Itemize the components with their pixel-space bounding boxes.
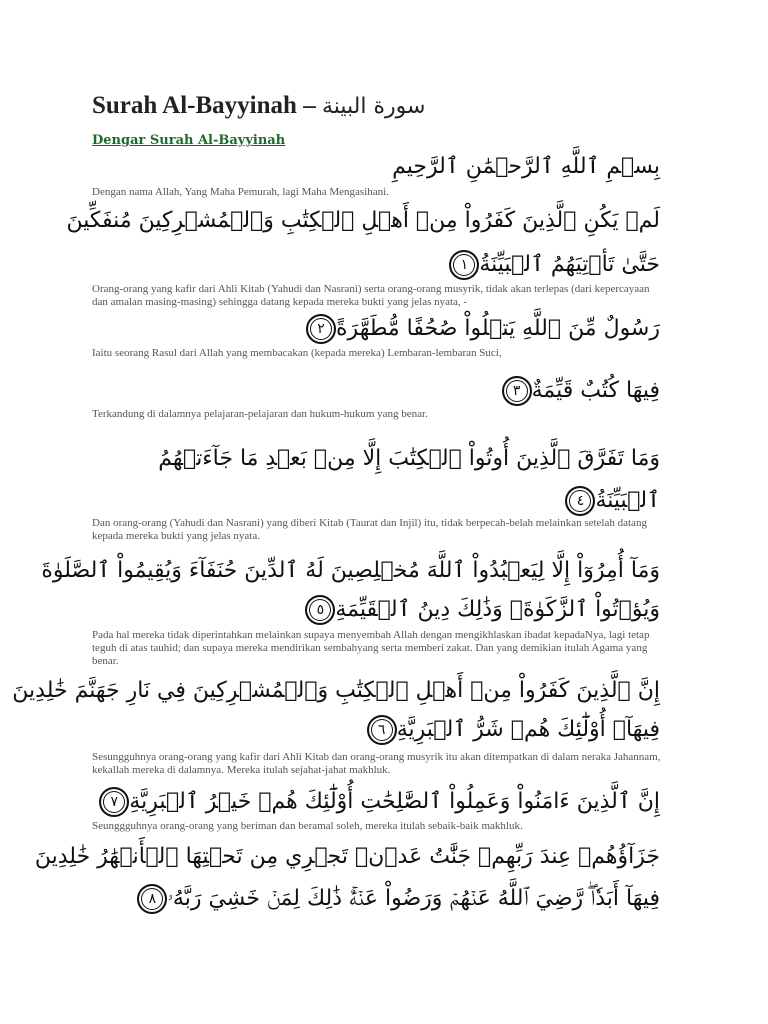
verse-number-marker-icon: ٣ [502,376,532,406]
verse-2-translation: Iaitu seorang Rasul dari Allah yang membacakan (kepada mereka) Lembaran-lembaran Suci, [92,347,502,359]
verse-number-marker-icon: ٢ [306,314,336,344]
verse-5-translation: Pada hal mereka tidak diperintahkan melainkan supaya menyembah Allah dengan mengikhlaskan ibadat kepadaNya, lagi tetap teguh di atas tauhid; dan supaya mereka mendirikan sembahyang serta memberi zakat. Dan yang demikian itulah Agama yang benar. [92,629,650,667]
verse-6-arabic-line-2 [92,713,660,747]
verse-7-arabic-text: إِنَّ ٱلَّذِينَ ءَامَنُواْ وَعَمِلُواْ ٱلصَّٰلِحَٰتِ أُوْلَٰٓئِكَ هُمۡ خَيۡرُ ٱلۡبَرِيَّةِ [129,789,660,814]
title-dash: – [296,92,322,119]
verse-6-arabic-text: فِيهَآۚ أُوْلَٰٓئِكَ هُمۡ شَرُّ ٱلۡبَرِيَّةِ [396,717,660,742]
verse-5-arabic-line-1: وَمَآ أُمِرُوٓاْ إِلَّا لِيَعۡبُدُواْ ٱللَّهَ مُخۡلِصِينَ لَهُ ٱلدِّينَ حُنَفَآءَ وَيُقِيمُواْ ٱلصَّلَوٰةَ [41,558,660,583]
verse-number-marker-icon: ٦ [367,715,397,745]
verse-number-marker-icon: ١ [449,250,479,280]
verse-1-translation: Orang-orang yang kafir dari Ahli Kitab (Yahudi dan Nasrani) serta orang-orang musyrik, tidak akan terlepas (dari kepercayaan dan amalan masing-masing) sehingga datang kepada mereka bukti yang jelas nyata, - [92,283,650,308]
verse-6-arabic-line-1: إِنَّ ٱلَّذِينَ كَفَرُواْ مِنۡ أَهۡلِ ٱلۡكِتَٰبِ وَٱلۡمُشۡرِكِينَ فِي نَارِ جَهَنَّمَ خَٰلِدِينَ [12,678,660,703]
verse-6-translation: Sesungguhnya orang-orang yang kafir dari Ahli Kitab dan orang-orang musyrik itu akan ditempatkan di dalam neraka Jahannam, kekallah mereka di dalamnya. Mereka itulah sejahat-jahat makhluk. [92,751,661,776]
basmala-translation: Dengan nama Allah, Yang Maha Pemurah, lagi Maha Mengasihani. [92,186,389,198]
verse-5-arabic-text: وَيُؤۡتُواْ ٱلزَّكَوٰةَۚ وَذَٰلِكَ دِينُ ٱلۡقَيِّمَةِ [335,597,660,622]
verse-8-arabic-line-2 [92,882,660,916]
verse-3-arabic-line-1 [92,374,660,408]
verse-5-arabic-line-2 [92,593,660,627]
verse-4-arabic-line-2 [92,484,660,518]
verse-4-translation: Dan orang-orang (Yahudi dan Nasrani) yang diberi Kitab (Taurat dan Injil) itu, tidak berpecah-belah melainkan setelah datang kepada mereka bukti yang jelas nyata. [92,517,647,542]
verse-3-arabic-text: فِيهَا كُتُبٌ قَيِّمَةٌ [531,378,660,403]
verse-4-arabic-text: ٱلۡبَيِّنَةُ [595,488,660,513]
verse-number-marker-icon: ٤ [565,486,595,516]
title-main: Surah Al-Bayyinah [92,92,297,119]
verse-number-marker-icon: ٧ [99,787,129,817]
verse-2-arabic-text: رَسُولٌ مِّنَ ٱللَّهِ يَتۡلُواْ صُحُفًا مُّطَهَّرَةً [336,316,660,341]
verse-1-arabic-line-2 [92,248,660,282]
verse-8-arabic-text: فِيهَآ أَبَدٗاۖ رَّضِيَ ٱللَّهُ عَنۡهُمۡ وَرَضُواْ عَنۡهُۚ ذَٰلِكَ لِمَنۡ خَشِيَ رَبَّهُۥ [167,886,660,911]
verse-2-arabic-line-1 [92,312,660,346]
verse-7-translation: Seunggguhnya orang-orang yang beriman dan beramal soleh, mereka itulah sebaik-baik makhluk. [92,820,523,832]
basmala-arabic: بِسۡمِ ٱللَّهِ ٱلرَّحۡمَٰنِ ٱلرَّحِيمِ [392,154,660,179]
listen-surah-link[interactable]: Dengar Surah Al-Bayyinah [92,133,286,148]
verse-number-marker-icon: ٥ [305,595,335,625]
verse-7-arabic-line-1 [92,785,660,819]
verse-1-arabic-line-1: لَمۡ يَكُنِ ٱلَّذِينَ كَفَرُواْ مِنۡ أَهۡلِ ٱلۡكِتَٰبِ وَٱلۡمُشۡرِكِينَ مُنفَكِّينَ [66,208,660,233]
verse-number-marker-icon: ٨ [137,884,167,914]
page-title [92,92,425,120]
verse-4-arabic-line-1: وَمَا تَفَرَّقَ ٱلَّذِينَ أُوتُواْ ٱلۡكِتَٰبَ إِلَّا مِنۢ بَعۡدِ مَا جَآءَتۡهُمُ [158,446,660,471]
verse-1-arabic-text: حَتَّىٰ تَأۡتِيَهُمُ ٱلۡبَيِّنَةُ [479,252,660,277]
verse-8-arabic-line-1: جَزَآؤُهُمۡ عِندَ رَبِّهِمۡ جَنَّٰتُ عَدۡنٖ تَجۡرِي مِن تَحۡتِهَا ٱلۡأَنۡهَٰرُ خَٰلِدِينَ [34,844,660,869]
verse-3-translation: Terkandung di dalamnya pelajaran-pelajaran dan hukum-hukum yang benar. [92,408,428,420]
title-arabic: سورة البينة [321,94,426,119]
